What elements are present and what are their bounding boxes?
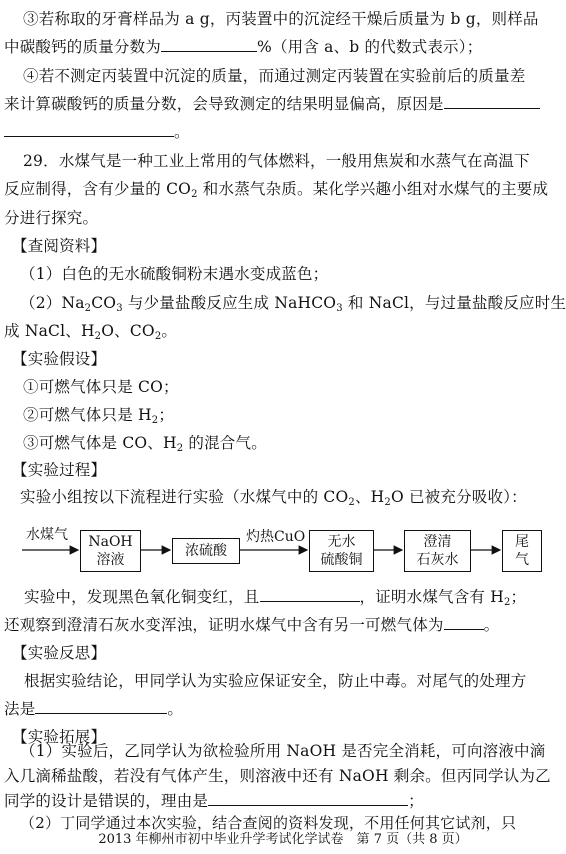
text-line xyxy=(20,740,566,762)
text: （1）实验后，乙同学认为欲检验所用 NaOH 是否完全消耗，可向溶液中滴 xyxy=(20,742,546,760)
text: 中碳酸钙的质量分数为 xyxy=(4,38,162,56)
text: %（用含 a、b 的代数式表示）； xyxy=(257,38,483,56)
flow-arrow-label: 灼热CuO xyxy=(246,529,306,545)
text-line xyxy=(20,814,566,832)
text: 、H xyxy=(354,488,385,506)
flow-box-copper-sulfate xyxy=(309,530,374,572)
subscript: 2 xyxy=(348,497,355,508)
text: 【实验反思】 xyxy=(12,644,107,662)
section-heading xyxy=(12,642,566,664)
text: 29．水煤气是一种工业上常用的气体燃料，一般用焦炭和水蒸气在高温下 xyxy=(23,152,530,170)
subscript: 2 xyxy=(151,415,159,426)
text: ③可燃气体是 CO、H xyxy=(23,434,177,452)
page-footer: 2013 年柳州市初中毕业升学考试化学试卷 第 7 页（共 8 页） xyxy=(98,832,468,847)
text: ①可燃气体只是 CO； xyxy=(23,378,179,396)
text: ，证明水煤气含有 H xyxy=(359,588,504,606)
text: 同学的设计是错误的，理由是 xyxy=(4,792,209,810)
flow-box-text: 无水 xyxy=(327,534,356,550)
subscript: 2 xyxy=(503,597,511,608)
flow-box-exhaust xyxy=(502,530,542,572)
text: 。 xyxy=(161,322,178,340)
text-line xyxy=(4,614,566,636)
flow-box-text: 溶液 xyxy=(96,552,125,568)
flow-box-text: 硫酸铜 xyxy=(320,552,363,568)
text: 和水蒸气杂质。某化学兴趣小组对水煤气的主要成 xyxy=(197,180,549,198)
text-line xyxy=(4,832,566,854)
flow-box-text: NaOH xyxy=(88,534,133,550)
text: 根据实验结论，甲同学认为实验应保证安全，防止中毒。对尾气的处理方 xyxy=(24,672,527,690)
text-line xyxy=(4,765,566,787)
text-line xyxy=(24,586,566,608)
flow-box-sulfuric-acid xyxy=(172,538,240,564)
text: 的混合气。 xyxy=(183,434,267,452)
text: 和 NaCl，与过量盐酸反应时生 xyxy=(342,294,566,312)
text: ； xyxy=(158,406,175,424)
flow-box-text: 气 xyxy=(515,552,529,568)
text: 还观察到澄清石灰水变浑浊，证明水煤气中含有另一可燃气体为 xyxy=(4,616,444,634)
answer-blank[interactable] xyxy=(260,587,360,602)
flow-box-text: 尾 xyxy=(515,534,529,550)
text: 成 NaCl、H xyxy=(4,322,95,340)
subscript: 2 xyxy=(84,303,92,314)
text: 【实验拓展】 xyxy=(12,728,107,746)
subscript: 2 xyxy=(191,189,198,200)
text: 法是 xyxy=(4,700,36,718)
text: CO xyxy=(91,294,117,312)
text: 。 xyxy=(167,700,184,718)
flow-box-naoh xyxy=(80,530,141,572)
subscript: 3 xyxy=(116,303,123,314)
text: 【实验假设】 xyxy=(12,350,107,368)
subscript: 3 xyxy=(336,303,343,314)
text: O 已被充分吸收）： xyxy=(390,488,527,506)
text: ③若称取的牙膏样品为 a g，丙装置中的沉淀经干燥后质量为 b g，则样品 xyxy=(23,10,539,28)
subscript: 2 xyxy=(94,331,102,342)
text-line xyxy=(24,670,566,692)
text: 。 xyxy=(483,616,500,634)
text: 【查阅资料】 xyxy=(12,237,107,255)
text: 实验小组按以下流程进行实验（水煤气中的 CO xyxy=(20,488,349,506)
text: （1）白色的无水硫酸铜粉末遇水变成蓝色； xyxy=(20,265,329,283)
flow-input-label: 水煤气 xyxy=(26,527,68,543)
subscript: 2 xyxy=(176,443,184,454)
subscript: 2 xyxy=(154,331,162,342)
flow-box-limewater xyxy=(404,530,471,572)
text: O、CO xyxy=(101,322,155,340)
text: ； xyxy=(510,588,527,606)
text: ④若不测定丙装置中沉淀的质量，而通过测定丙装置在实验前后的质量差 xyxy=(23,67,526,85)
text: 实验中，发现黑色氧化铜变红，且 xyxy=(24,588,260,606)
answer-blank[interactable] xyxy=(444,615,484,630)
flow-box-text: 石灰水 xyxy=(416,552,459,568)
text: 入几滴稀盐酸，若没有气体产生，则溶液中还有 NaOH 剩余。但丙同学认为乙 xyxy=(4,767,551,785)
text: 【实验过程】 xyxy=(12,461,107,479)
text: 分进行探究。 xyxy=(4,209,99,227)
flow-box-text: 浓硫酸 xyxy=(185,543,227,559)
answer-blank[interactable] xyxy=(208,791,408,806)
text: ； xyxy=(408,792,424,810)
text-line xyxy=(4,698,566,720)
text: 与少量盐酸反应生成 NaHCO xyxy=(122,294,337,312)
text: 反应制得，含有少量的 CO xyxy=(4,180,192,198)
text-line xyxy=(4,790,566,812)
text: （2）丁同学通过本次实验，结合查阅的资料发现，不用任何其它试剂，只 xyxy=(20,814,517,832)
subscript: 2 xyxy=(384,497,391,508)
text: 来计算碳酸钙的质量分数，会导致测定的结果明显偏高，原因是 xyxy=(4,95,444,113)
text: 。 xyxy=(174,123,190,141)
flow-box-text: 澄清 xyxy=(423,534,452,550)
text: ②可燃气体只是 H xyxy=(23,406,152,424)
answer-blank[interactable] xyxy=(35,699,167,714)
text: （2）Na xyxy=(20,294,85,312)
